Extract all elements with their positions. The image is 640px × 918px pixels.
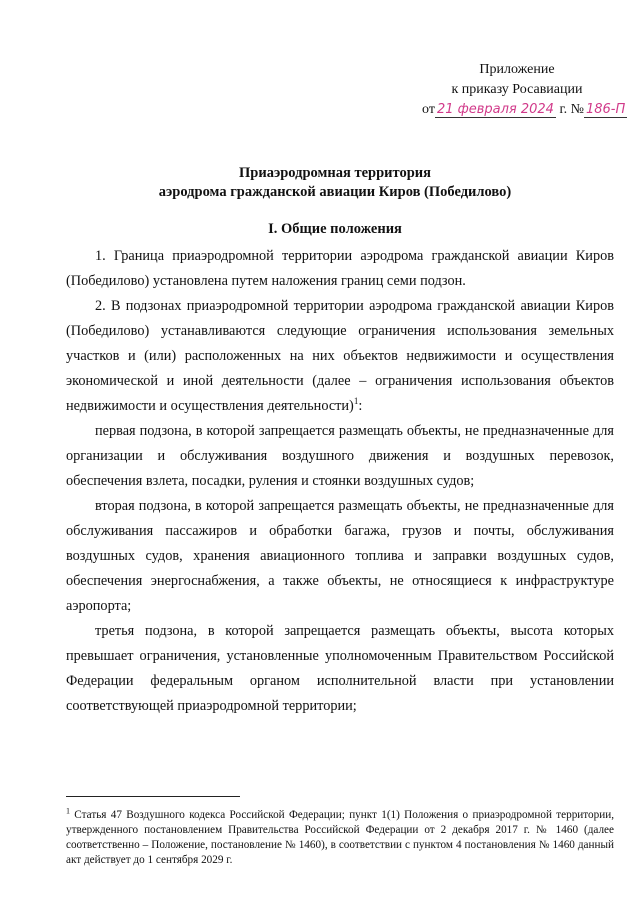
order-date-number: от 21 февраля 2024 г. № 186-П — [422, 102, 626, 117]
subzone-2: вторая подзона, в которой запрещается размещать объекты, не предназначенные для обслуживания пассажиров и обработки багажа, грузов и почты, обслуживания воздушных судов, хранения авиационного топлива и заправки воздушных судов, обеспечения энергоснабжения, а также объекты, не относящиеся к инфраструктуре аэропорта; — [66, 498, 614, 614]
footnote-divider — [66, 796, 240, 797]
order-reference: к приказу Росавиации — [451, 82, 583, 97]
title-line-1: Приаэродромная территория — [239, 165, 431, 181]
appendix-header — [422, 60, 626, 120]
appendix-label: Приложение — [479, 62, 555, 77]
handwritten-date: 21 февраля 2024 — [436, 102, 554, 117]
footnote-text: Статья 47 Воздушного кодекса Российской Федерации; пункт 1(1) Положения о приаэродромной территории, утвержденного постановлением Правительства Российской Федерации от 2 декабря 2017 г. № 1460 (далее соответственно – Положение, постановление № 1460), в соответствии с пунктом 4 постановления № 1460 данный акт действует до 1 сентября 2029 г. — [66, 809, 614, 866]
section-heading: I. Общие положения — [268, 221, 402, 237]
paragraph-2: 2. В подзонах приаэродромной территории аэродрома гражданской авиации Киров (Победилово) устанавливаются следующие ограничения использования земельных участков и (или) расположенных на них объектов недвижимости и осуществления экономической и иной деятельности (далее – ограничения использования объектов недвижимости и осуществления деятельности)$^1$: — [66, 298, 614, 414]
footnote — [66, 808, 614, 868]
footnote-mark: 1 — [66, 806, 70, 816]
document-body — [66, 244, 614, 719]
document-title — [60, 164, 610, 202]
subzone-3: третья подзона, в которой запрещается размещать объекты, высота которых превышает ограничения, установленные уполномоченным Правительством Российской Федерации федеральным органом исполнительной власти при установлении соответствующей приаэродромной территории; — [66, 623, 614, 714]
footnote-ref: 1 — [353, 396, 359, 407]
handwritten-number: 186-П — [585, 102, 626, 117]
paragraph-1: 1. Граница приаэродромной территории аэродрома гражданской авиации Киров (Победилово) установлена путем наложения границ семи подзон. — [66, 248, 614, 289]
title-line-2: аэродрома гражданской авиации Киров (Победилово) — [158, 184, 512, 200]
subzone-1: первая подзона, в которой запрещается размещать объекты, не предназначенные для организации и обслуживания воздушного движения и воздушных перевозок, обеспечения взлета, посадки, руления и стоянки воздушных судов; — [66, 423, 614, 489]
